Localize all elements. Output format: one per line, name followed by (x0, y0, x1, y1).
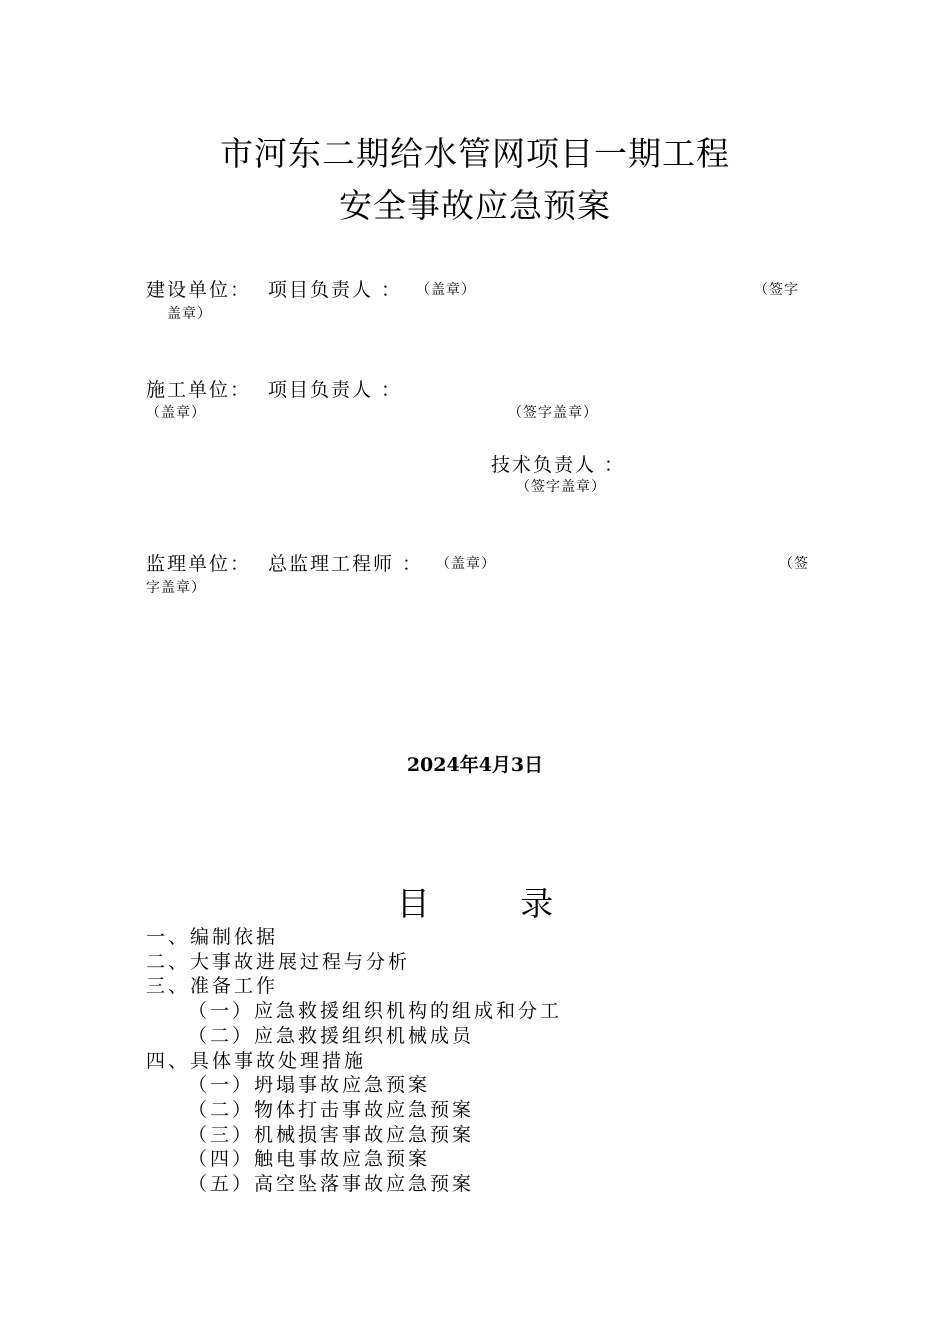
toc-subitem: （四）触电事故应急预案 (188, 1148, 431, 1171)
construction-person-label: 项目负责人 ： (268, 279, 403, 301)
document-title-line1: 市河东二期给水管网项目一期工程 (220, 134, 730, 173)
supervision-person-label: 总监理工程师 ： (268, 553, 424, 575)
tech-person-label: 技术负责人 ： (491, 454, 626, 476)
supervision-unit-label: 监理单位： (146, 553, 252, 575)
toc-subitem: （二）应急救援组织机械成员 (188, 1024, 475, 1047)
construction-sign-seal-part1: （签字 (754, 282, 799, 298)
contractor-sign-seal: （签字盖章） (508, 405, 598, 421)
supervision-sign-seal-part1: （签 (779, 556, 809, 572)
toc-item: 三、准备工作 (146, 975, 279, 998)
toc-subitem: （一）坍塌事故应急预案 (188, 1074, 431, 1097)
toc-subitem: （三）机械损害事故应急预案 (188, 1123, 475, 1146)
toc-item: 二、大事故进展过程与分析 (146, 950, 411, 973)
contractor-person-label: 项目负责人 ： (268, 379, 403, 401)
toc-item: 四、具体事故处理措施 (146, 1049, 367, 1072)
construction-unit-label: 建设单位： (146, 279, 252, 301)
document-title-line2: 安全事故应急预案 (339, 186, 611, 225)
toc-subitem: （一）应急救援组织机构的组成和分工 (188, 1000, 563, 1023)
supervision-sign-seal-part2: 字盖章） (146, 580, 206, 596)
toc-item: 一、编制依据 (146, 926, 279, 948)
construction-sign-seal-part2: 盖章） (167, 306, 212, 322)
contractor-unit-label: 施工单位： (146, 379, 252, 401)
construction-seal: （盖章） (416, 282, 476, 298)
supervision-seal: （盖章） (436, 556, 496, 572)
contractor-seal: （盖章） (146, 405, 206, 421)
toc-subitem: （二）物体打击事故应急预案 (188, 1098, 475, 1121)
toc-title: 目 录 (396, 884, 594, 923)
toc-list (146, 925, 562, 1197)
tech-sign-seal: （签字盖章） (516, 479, 606, 495)
toc-subitem: （五）高空坠落事故应急预案 (188, 1173, 475, 1196)
document-date: 2024年4月3日 (406, 754, 544, 776)
